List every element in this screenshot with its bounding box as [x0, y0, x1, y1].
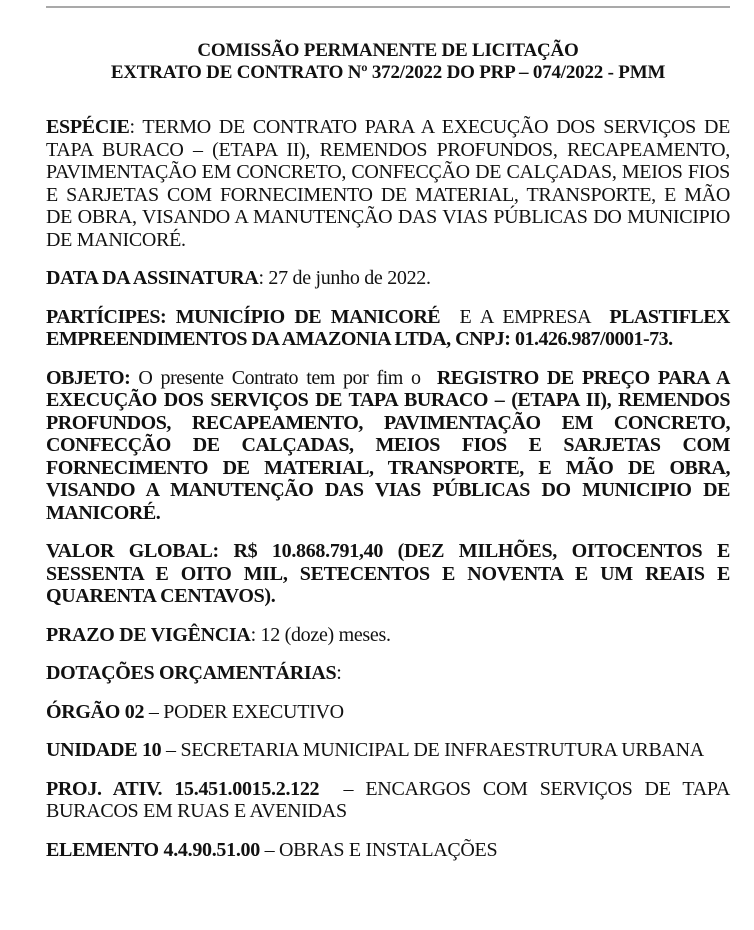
especie-label: ESPÉCIE — [46, 116, 130, 138]
elemento-text: – OBRAS E INSTALAÇÕES — [259, 838, 498, 861]
paragraph-orgao — [46, 701, 730, 724]
unidade-label: UNIDADE 10 — [46, 739, 162, 761]
document-body — [46, 116, 735, 877]
prazo-vigencia-text: : 12 (doze) meses. — [250, 623, 391, 646]
proj-ativ-text: – ENCARGOS COM SERVIÇOS DE TAPA BURACOS EM RUAS E AVENIDAS — [46, 777, 735, 822]
header-title: COMISSÃO PERMANENTE DE LICITAÇÃO — [197, 40, 579, 61]
paragraph-dotacoes — [46, 662, 730, 685]
paragraph-proj-ativ — [46, 777, 735, 823]
valor-global-text: VALOR GLOBAL: R$ 10.868.791,40 (DEZ MILHÕES, OITOCENTOS E SESSENTA E OITO MIL, SETECENTOS E NOVENTA E UM REAIS E QUARENTA CENTAVOS). — [46, 540, 730, 607]
elemento-label: ELEMENTO 4.4.90.51.00 — [46, 838, 260, 861]
paragraph-prazo-vigencia — [46, 624, 730, 647]
participes-company: PLASTIFLEX EMPREENDIMENTOS DA AMAZONIA LTDA, CNPJ: 01.426.987/0001-73. — [46, 305, 730, 350]
data-assinatura-label: DATA DA ASSINATURA — [46, 267, 259, 289]
top-rule — [46, 6, 730, 8]
objeto-intro: O presente Contrato tem por fim o — [130, 366, 437, 389]
document-header — [46, 40, 730, 84]
header-subtitle: EXTRATO DE CONTRATO Nº 372/2022 DO PRP – 074/2022 - PMM — [110, 62, 666, 83]
paragraph-valor-global — [46, 540, 730, 608]
paragraph-elemento — [46, 839, 730, 862]
paragraph-especie — [46, 116, 730, 251]
dotacoes-text: : — [336, 662, 342, 684]
paragraph-participes — [46, 306, 730, 351]
proj-ativ-label: PROJ. ATIV. 15.451.0015.2.122 — [46, 777, 320, 800]
paragraph-unidade — [46, 739, 730, 762]
participes-middle: E A EMPRESA — [440, 305, 610, 328]
paragraph-data-assinatura — [46, 267, 730, 290]
especie-text: : TERMO DE CONTRATO PARA A EXECUÇÃO DOS SERVIÇOS DE TAPA BURACO – (ETAPA II), REMENDOS PROFUNDOS, RECAPEAMENTO, PAVIMENTAÇÃO EM CONCRETO, CONFECÇÃO DE CALÇADAS, MEIOS FIOS E SARJETAS COM FORNECIMENTO DE MATERIAL, TRANSPORTE, E MÃO DE OBRA, VISANDO A MANUTENÇÃO DAS VIAS PÚBLICAS DO MUNICIPIO DE MANICORÉ. — [46, 116, 730, 251]
participes-label: PARTÍCIPES: MUNICÍPIO DE MANICORÉ — [46, 305, 441, 328]
prazo-vigencia-label: PRAZO DE VIGÊNCIA — [46, 623, 251, 646]
orgao-label: ÓRGÃO 02 — [46, 700, 145, 723]
paragraph-objeto — [46, 367, 730, 525]
objeto-label: OBJETO: — [46, 366, 131, 389]
orgao-text: – PODER EXECUTIVO — [144, 700, 344, 723]
objeto-text: REGISTRO DE PREÇO PARA A EXECUÇÃO DOS SERVIÇOS DE TAPA BURACO – (ETAPA II), REMENDOS PROFUNDOS, RECAPEAMENTO, PAVIMENTAÇÃO EM CONCRETO, CONFECÇÃO DE CALÇADAS, MEIOS FIOS E SARJETAS COM FORNECIMENTO DE MATERIAL, TRANSPORTE, E MÃO DE OBRA, VISANDO A MANUTENÇÃO DAS VIAS PÚBLICAS DO MUNICIPIO DE MANICORÉ. — [46, 366, 730, 524]
dotacoes-label: DOTAÇÕES ORÇAMENTÁRIAS — [46, 662, 337, 684]
data-assinatura-text: : 27 de junho de 2022. — [258, 267, 431, 289]
unidade-text: – SECRETARIA MUNICIPAL DE INFRAESTRUTURA URBANA — [161, 739, 704, 761]
